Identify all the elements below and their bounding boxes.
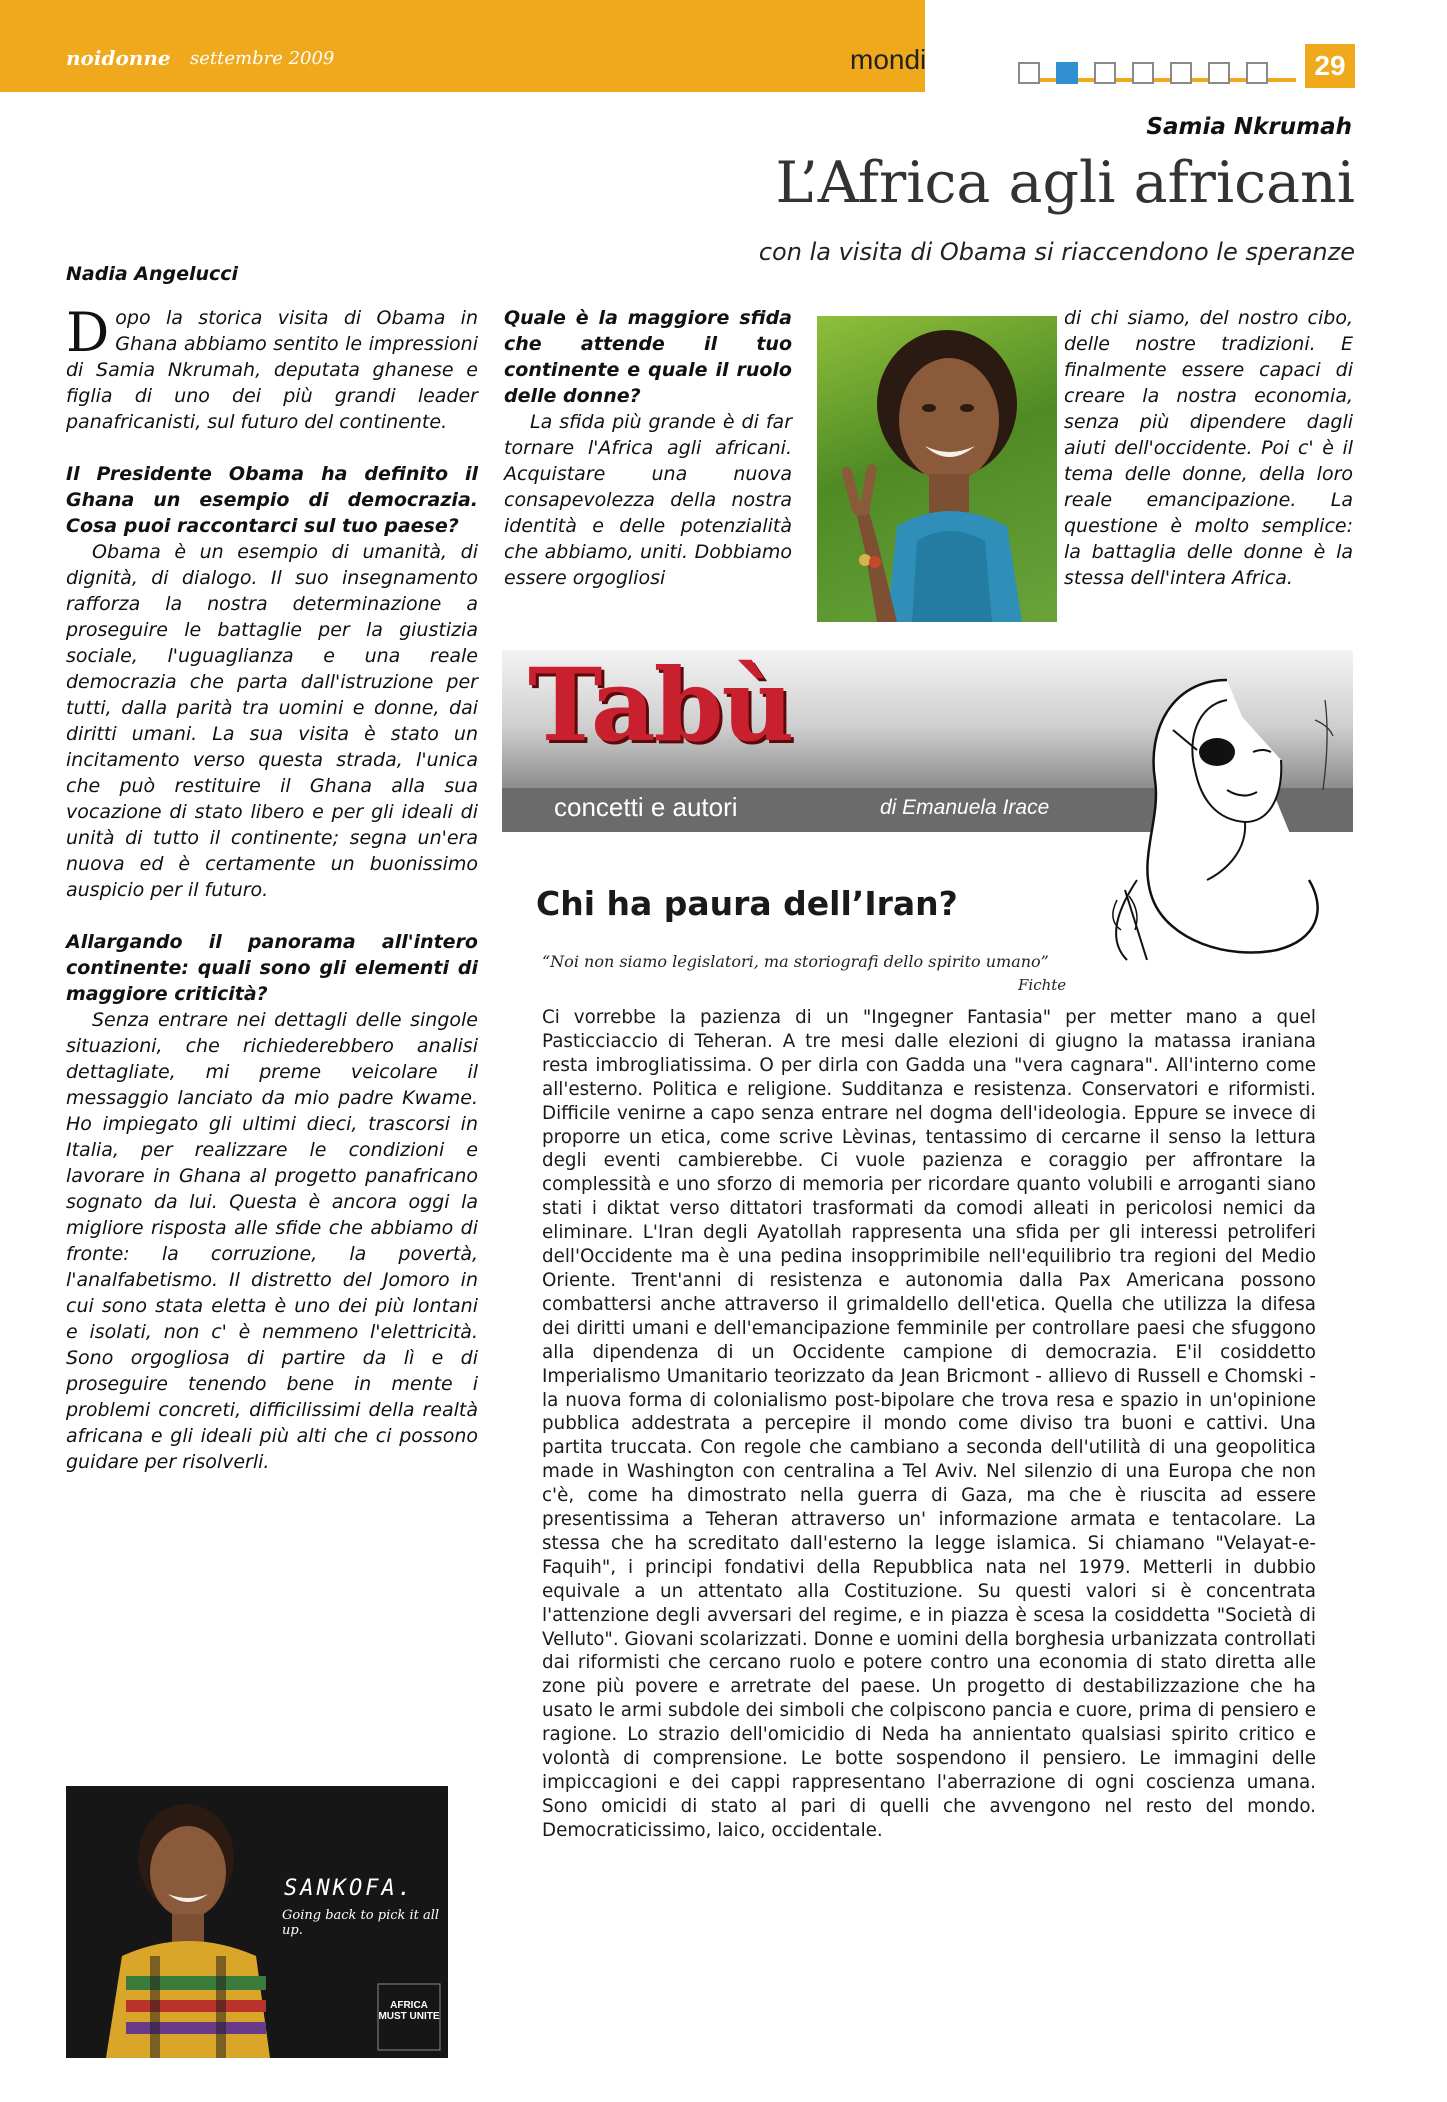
- article-subtitle: con la visita di Obama si riaccendono le speranze: [758, 238, 1355, 266]
- article-column-3: [1064, 305, 1353, 591]
- answer-3: La sfida più grande è di far tornare l'Africa agli africani. Acquistare una nuova consapevolezza della nostra identità e delle potenzialità che abbiamo, uniti. Dobbiamo essere orgogliosi: [504, 411, 792, 589]
- tabu-epigraph: “Noi non siamo legislatori, ma storiografi dello spirito umano”: [542, 952, 1049, 971]
- ad-headline: SANKOFA.: [284, 1876, 414, 1901]
- question-3: Quale è la maggiore sfida che attende il tuo continente e quale il ruolo delle donne?: [504, 307, 792, 407]
- section-label: mondi: [850, 44, 927, 75]
- portrait-photo: [817, 316, 1057, 622]
- question-2: Allargando il panorama all'intero continente: quali sono gli elementi di maggiore criticità?: [66, 931, 478, 1005]
- answer-1: Obama è un esempio di umanità, di dignità, di dialogo. Il suo insegnamento rafforza la nostra determinazione a proseguire le battaglie per la giustizia sociale, l'uguaglianza e una reale democrazia che parta dall'istruzione per tutti, dalla parità tra uomini e donne, dai diritti umani. La sua visita è stato un incitamento verso questa strada, l'unica che può restituire il Ghana alla sua vocazione di stato libero e per gli ideali di unità di tutto il continente; segna un'era nuova ed è certamente un buonissimo auspicio per il futuro.: [66, 541, 478, 901]
- caricature-drawing: [1077, 660, 1347, 980]
- page-number: 29: [1305, 44, 1355, 88]
- tabu-epigraph-author: Fichte: [1018, 976, 1067, 994]
- ad-tagline: Going back to pick it all up.: [282, 1908, 440, 1938]
- active-marker: [1056, 62, 1078, 84]
- article-author: Nadia Angelucci: [66, 263, 239, 285]
- answer-2: Senza entrare nei dettagli delle singole situazioni, che richiederebbero analisi dettagliate, mi preme veicolare il messaggio lanciato da mio padre Kwame. Ho impiegato gli ultimi dieci, trascorsi in Italia, per realizzare le condizioni e lavorare in Ghana al progetto panafricano sognato da lui. Questa è ancora oggi la migliore risposta alle sfide che abbiamo di fronte: la corruzione, la povertà, l'analfabetismo. Il distretto del Jomoro in cui sono stata eletta è uno dei più lontani e isolati, non c' è nemmeno l'elettricità. Sono orgogliosa di partire da lì e di proseguire tenendo bene in mente i problemi concreti, difficilissimi della realtà africana e gli ideali più alti che ci possono guidare per risolverli.: [66, 1009, 478, 1473]
- issue-date: settembre 2009: [190, 48, 335, 69]
- interviewee-name: Samia Nkrumah: [1146, 114, 1352, 140]
- tabu-body-text: Ci vorrebbe la pazienza di un "Ingegner Fantasia" per metter mano a quel Pasticciaccio di Teheran. A tre mesi dalle elezioni di giugno la matassa iraniana resta imbrogliatissima. O per dirla con Gadda una "vera cagnara". All'interno come all'esterno. Politica e religione. Sudditanza e resistenza. Conservatori e riformisti. Difficile venirne a capo senza entrare nel dogma dell'ideologia. Eppure se invece di proporre un etica, come scrive Lèvinas, tentassimo di cercarne il senso la lettura degli eventi cambierebbe. Ci vuole pazienza e coraggio per affrontare la complessità e uno sforzo di memoria per ricordare quanto volubili e arroganti siano stati i diktat verso dittatori trasformati da comodi alleati in pericolosi nemici da eliminare. L'Iran degli Ayatollah rappresenta una sfida per gli interessi petroliferi dell'Occidente ma è una pedina insopprimibile nell'equilibrio tra regioni del Medio Oriente. Trent'anni di resistenza e autonomia dalla Pax Americana possono combattersi anche attraverso il grimaldello dell'etica. Quella che utilizza la difesa dei diritti umani e dell'emancipazione femminile per controllare paesi che sfuggono alla dipendenza di un Occidente campione di democrazia. E'il cosiddetto Imperialismo Umanitario teorizzato da Jean Bricmont - allievo di Russell e Chomski - la nuova forma di colonialismo post-bipolare che trova resa e spazio in un'opinione pubblica addestrata a percepire il mondo come diviso tra buoni e cattivi. Una partita truccata. Con regole che cambiano a seconda dell'utilità di una geopolitica made in Washington con centralina a Tel Aviv. Nel silenzio di una Europa che non c'è, come ha dimostrato nella guerra di Gaza, ma che è riuscita ad essere presentissima a Teheran attraverso un' informazione armata e tentacolare. La stessa che ha screditato dall'esterno la legge islamica. Si chiamano "Velayat-e-Faquih", i principi fondativi della Repubblica nata nel 1979. Metterli in dubbio equivale a un attentato alla Costituzione. Su questi valori si è concentrata l'attenzione degli avversari del regime, e in piazza è scesa la cosiddetta "Società di Velluto". Giovani scolarizzati. Donne e uomini della borghesia urbanizzata controllati dai riformisti che cercano ruolo e potere contro una economia di stato diretta alle zone più povere e arretrate del paese. Un progetto di destabilizzazione che ha usato le armi subdole dei simboli che colpiscono pancia e cuore, prima di pensiero e ragione. Lo strazio dell'omicidio di Neda ha annientato qualsiasi spirito critico e volontà di comprensione. Le botte sospendono il pensiero. Le immagini delle impiccagioni e dei cappi rappresentano l'aberrazione di ogni coscienza umana. Sono omicidi di stato al pari di quelli che avvengono nel resto del mondo. Democraticissimo, laico, occidentale.: [542, 1007, 1316, 1841]
- intro-paragraph: [66, 301, 478, 435]
- tabu-subtitle: concetti e autori: [554, 792, 738, 822]
- intro-text: opo la storica visita di Obama in Ghana abbiamo sentito le impressioni di Samia Nkrumah, deputata ghanese e figlia di uno dei più grandi leader panafricanisti, sul futuro del continente.: [66, 307, 478, 433]
- tabu-headline: Chi ha paura dell’Iran?: [536, 884, 958, 923]
- drop-cap: D: [66, 301, 110, 364]
- article-title: L’Africa agli africani: [775, 150, 1355, 216]
- tabu-column: [502, 646, 1353, 2102]
- magazine-brand: noidonne: [66, 46, 171, 70]
- sankofa-advertisement: [66, 1786, 448, 2058]
- question-1: Il Presidente Obama ha definito il Ghana un esempio di democrazia. Cosa puoi raccontarci sul tuo paese?: [66, 463, 478, 537]
- portrait-illustration: [817, 316, 1057, 622]
- section-marker-strip: [1018, 58, 1296, 88]
- africa-must-unite-logo: AFRICA MUST UNITE: [378, 2000, 440, 2022]
- page-header: [0, 0, 1447, 92]
- tabu-title: Tabù: [528, 646, 793, 764]
- article-column-2: [504, 305, 792, 591]
- tabu-byline: di Emanuela Irace: [880, 796, 1050, 819]
- article-column-1: [66, 301, 478, 1475]
- answer-3-continued: di chi siamo, del nostro cibo, delle nostre tradizioni. E finalmente essere capaci di creare la nostra economia, senza più dipendere dagli aiuti dell'occidente. Poi c' è il tema delle donne, della loro reale emancipazione. La questione è molto semplice: la battaglia delle donne è la stessa dell'intera Africa.: [1064, 307, 1353, 589]
